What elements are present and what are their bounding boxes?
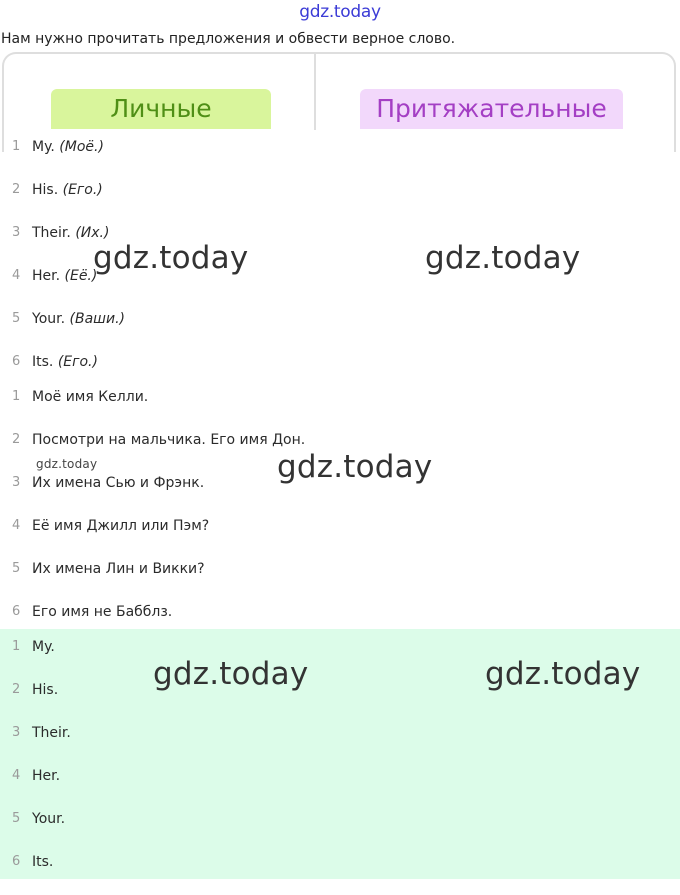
column-divider [314, 54, 316, 130]
watermark: gdz.today [93, 240, 249, 276]
item-number: 2 [12, 682, 21, 697]
list-item [0, 723, 680, 766]
item-text [32, 352, 98, 372]
watermark: gdz.today [277, 449, 433, 485]
word: Their. [32, 225, 71, 241]
answer-text: Her. [32, 768, 61, 784]
translation: (Её.) [64, 268, 98, 284]
item-number: 5 [12, 311, 21, 326]
item-number: 1 [12, 139, 21, 154]
word: Her. [32, 268, 61, 284]
item-number: 6 [12, 354, 21, 369]
header-possessive: Притяжательные [360, 89, 623, 129]
translation: (Его.) [62, 182, 103, 198]
watermark: gdz.today [425, 240, 581, 276]
header-personal: Личные [51, 89, 271, 129]
item-number: 3 [12, 475, 21, 490]
word: Your. [32, 311, 66, 327]
item-number: 2 [12, 432, 21, 447]
list-item [0, 180, 680, 223]
item-number: 4 [12, 768, 21, 783]
item-number: 2 [12, 182, 21, 197]
item-number: 1 [12, 389, 21, 404]
list-item [0, 809, 680, 852]
item-number: 4 [12, 518, 21, 533]
watermark-small: gdz.today [36, 457, 98, 471]
item-text [32, 137, 104, 157]
sentence-text: Его имя не Бабблз. [32, 604, 173, 620]
word: My. [32, 139, 55, 155]
list-item [0, 516, 680, 559]
item-number: 6 [12, 854, 21, 869]
list-item [0, 766, 680, 809]
sentence-text: Их имена Лин и Викки? [32, 561, 205, 577]
item-number: 3 [12, 725, 21, 740]
item-text [32, 309, 125, 329]
list-item [0, 387, 680, 430]
sentence-text: Посмотри на мальчика. Его имя Дон. [32, 432, 306, 448]
answer-text: My. [32, 639, 55, 655]
item-text [32, 180, 103, 200]
task-instruction: Нам нужно прочитать предложения и обвести верное слово. [1, 31, 456, 47]
sentence-text: Их имена Сью и Фрэнк. [32, 475, 205, 491]
list-item [0, 309, 680, 352]
watermark: gdz.today [153, 656, 309, 692]
item-number: 3 [12, 225, 21, 240]
list-item [0, 559, 680, 602]
answer-text: His. [32, 682, 59, 698]
answer-text: Your. [32, 811, 66, 827]
item-number: 6 [12, 604, 21, 619]
word: Its. [32, 354, 54, 370]
watermark: gdz.today [485, 656, 641, 692]
sentence-text: Её имя Джилл или Пэм? [32, 518, 210, 534]
item-number: 1 [12, 639, 21, 654]
sentence-list [0, 387, 680, 645]
list-item [0, 852, 680, 895]
word: His. [32, 182, 59, 198]
list-item [0, 137, 680, 180]
translation: (Их.) [75, 225, 110, 241]
item-number: 4 [12, 268, 21, 283]
sentence-text: Моё имя Келли. [32, 389, 149, 405]
answer-text: Its. [32, 854, 54, 870]
site-logo[interactable]: gdz.today [299, 2, 381, 22]
translation: (Ваши.) [69, 311, 125, 327]
item-text [32, 266, 97, 286]
item-number: 5 [12, 561, 21, 576]
item-number: 5 [12, 811, 21, 826]
translation: (Моё.) [59, 139, 104, 155]
translation: (Его.) [57, 354, 98, 370]
answer-text: Their. [32, 725, 71, 741]
